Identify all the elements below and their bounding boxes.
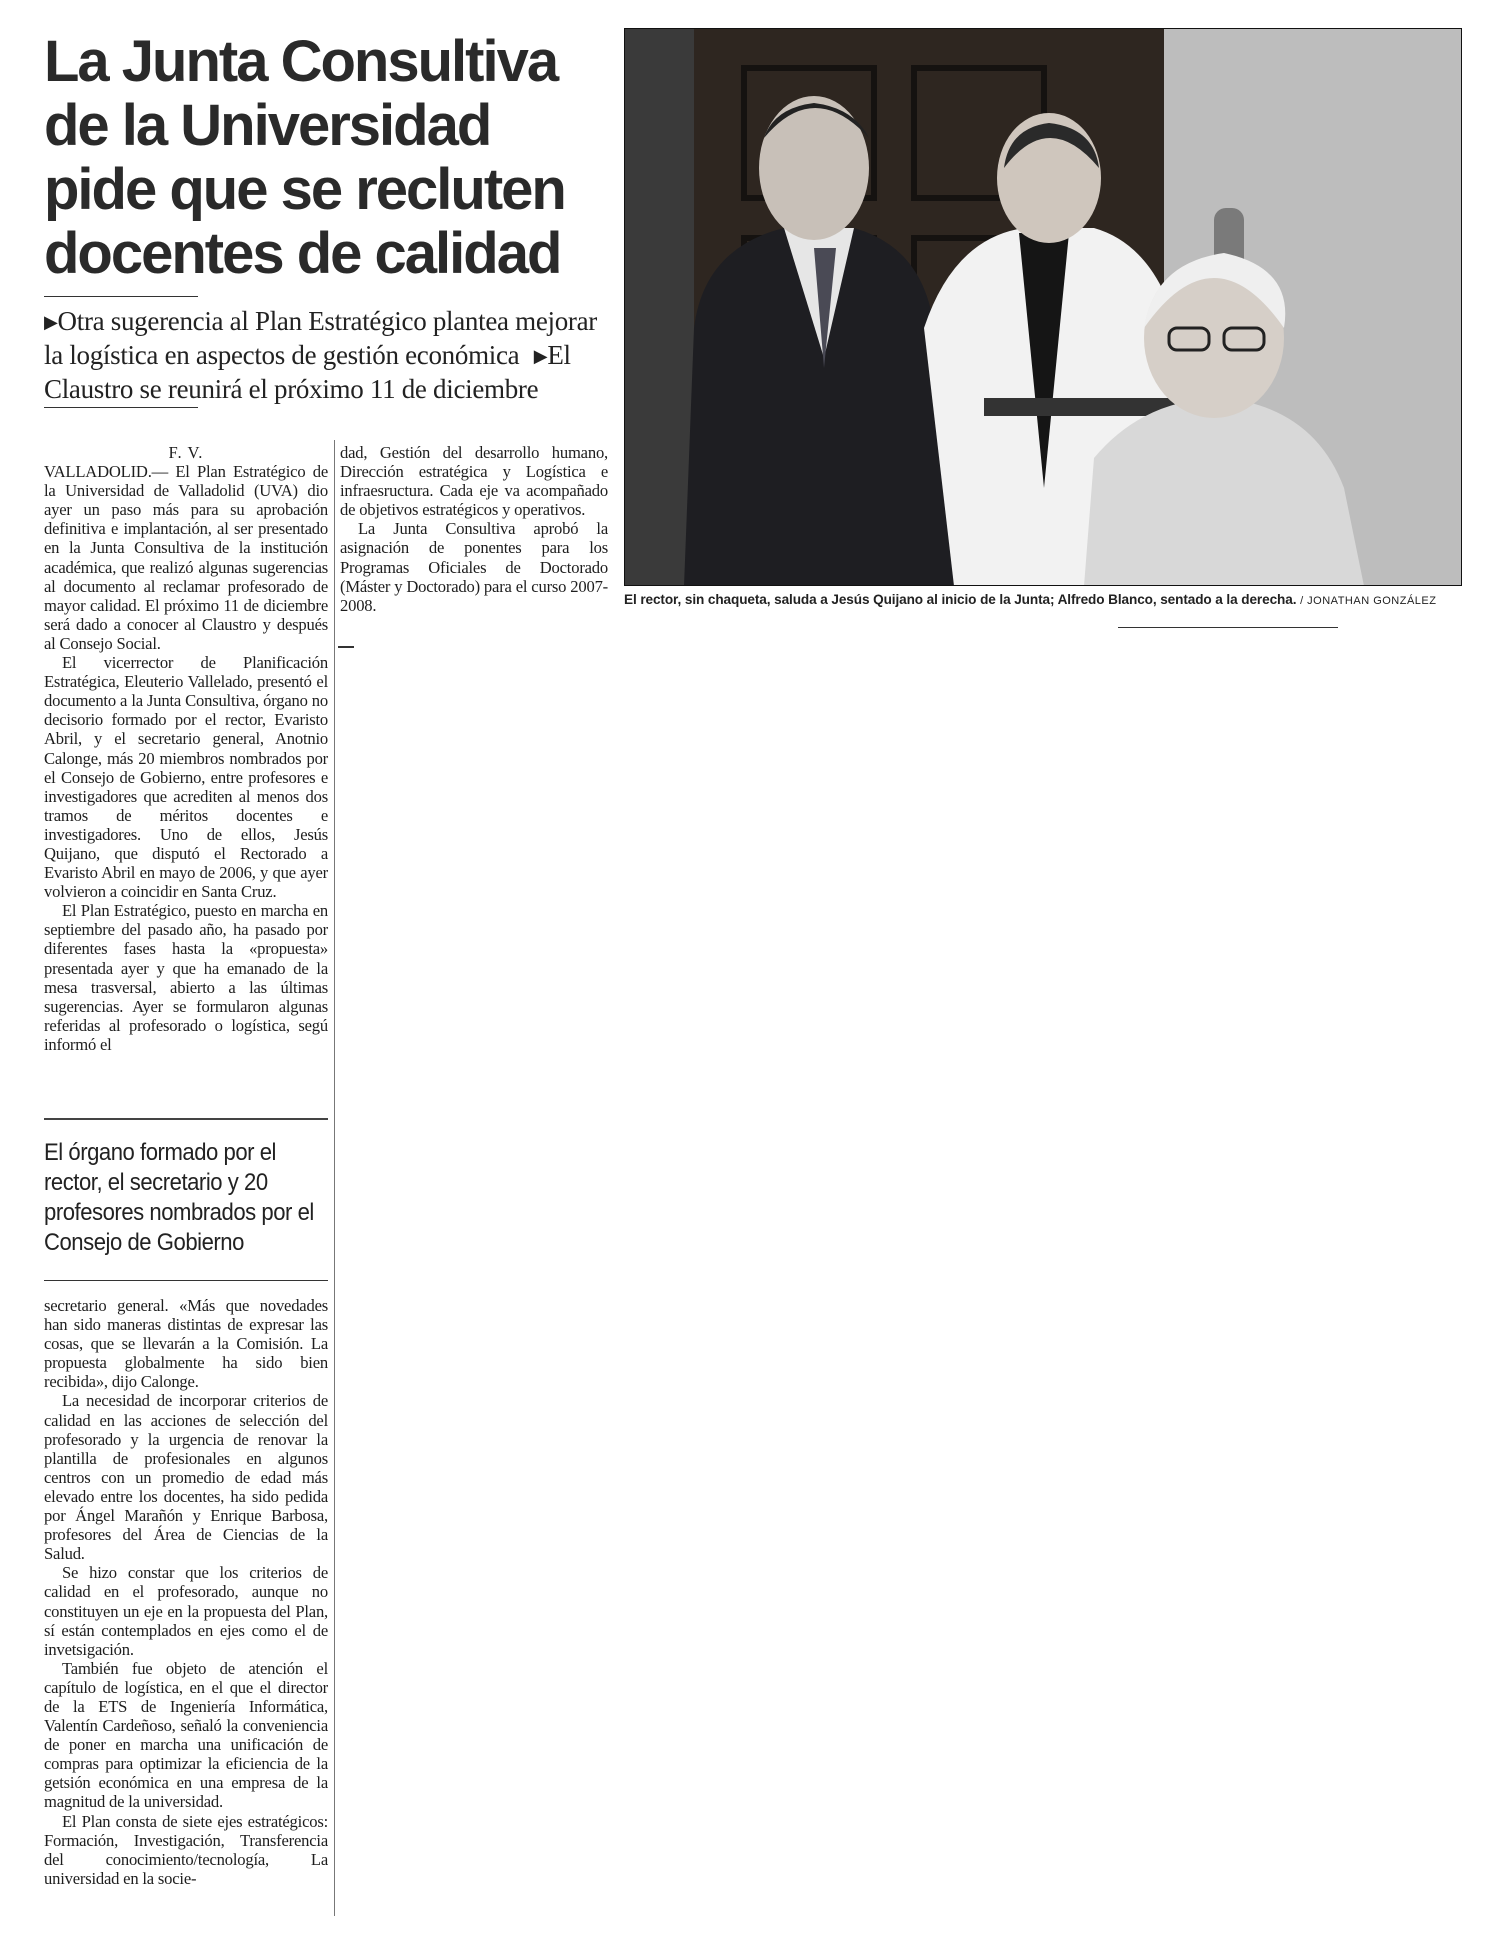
pull-quote: El órgano formado por el rector, el secretario y 20 profesores nombrados por el Consejo de Gobierno [44,1139,314,1256]
paragraph: También fue objeto de atención el capítulo de logística, en el que el director de la ETS de Ingeniería Informática, Valentín Cardeñoso, señaló la conveniencia de poner en marcha una unificación de compras para optimizar la eficiencia de la getsión económica en una empresa de la magnitud de la universidad. [44,1658,328,1812]
photo-credit: / JONATHAN GONZÁLEZ [1300,595,1437,607]
photo-caption [624,592,1494,607]
subhead-second: El Claustro se reunirá el próximo 11 de diciembre [44,340,571,404]
subhead-bottom-rule [44,407,198,408]
paragraph: El vicerrector de Planificación Estratégica, Eleuterio Vallelado, presentó el documento a la Junta Consultiva, órgano no decisorio formado por el rector, Evaristo Abril, y el secretario general, Anotnio Calonge, más 20 miembros nombrados por el Consejo de Gobierno, entre profesores e investigadores que acrediten al menos dos tramos de méritos docentes e investigadores. Uno de ellos, Jesús Quijano, que disputó el Rectorado a Evaristo Abril en mayo de 2006, y que ayer volvieron a coincidir en Santa Cruz. [44,653,328,902]
triangle-marker-icon: ▶ [533,346,548,367]
triangle-marker-icon: ▶ [44,312,58,333]
pullquote-bottom-rule [44,1280,328,1281]
article-column-2 [340,443,608,615]
pullquote-top-rule [44,1118,328,1120]
caption-bottom-rule [1118,627,1338,628]
subhead-first: Otra sugerencia al Plan Estratégico plantea mejorar la logística en aspectos de gestión económica [44,306,597,370]
paragraph: El Plan Estratégico, puesto en marcha en septiembre del pasado año, ha pasado por diferentes fases hasta la «propuesta» presentada ayer y que ha emanado de la mesa trasversal, abierto a las últimas sugerencias. Ayer se formularon algunas referidas al profesorado o logística, segú informó el [44,901,328,1054]
subhead [44,305,604,405]
paragraph: La necesidad de incorporar criterios de calidad en las acciones de selección del profesorado y la urgencia de renovar la plantilla de profesionales en algunos centros con un promedio de edad más elevado entre los docentes, ha sido pedida por Ángel Marañón y Enrique Barbosa, profesores del Área de Ciencias de la Salud. [44,1391,328,1564]
article-column-1-continued [44,1296,328,1888]
photo-illustration [624,28,1462,586]
column-end-rule [338,646,354,648]
paragraph: secretario general. «Más que novedades han sido maneras distintas de expresar las cosas, que se llevarán a la Comisión. La propuesta globalmente ha sido bien recibida», dijo Calonge. [44,1296,328,1392]
paragraph: dad, Gestión del desarrollo humano, Dirección estratégica y Logística e infraesructura. Cada eje va acompañado de objetivos estratégicos y operativos. [340,443,608,520]
headline: La Junta Consultiva de la Universidad pide que se recluten docentes de calidad [44,29,565,286]
paragraph: La Junta Consultiva aprobó la asignación de ponentes para los Programas Oficiales de Doctorado (Máster y Doctorado) para el curso 2007-2008. [340,519,608,615]
paragraph: Se hizo constar que los criterios de calidad en el profesorado, aunque no constituyen un eje en la propuesta del Plan, sí están contemplados en ejes como el de invetsigación. [44,1563,328,1659]
news-photo [624,28,1462,586]
paragraph: El Plan consta de siete ejes estratégicos: Formación, Investigación, Transferencia del conocimiento/tecnología, La universidad en la socie- [44,1811,328,1888]
paragraph: VALLADOLID.— El Plan Estratégico de la Universidad de Valladolid (UVA) dio ayer un paso más para su aprobación definitiva e implantación, al ser presentado en la Junta Consultiva de la institución académica, que realizó algunas sugerencias al documento al reclamar profesorado de mayor calidad. El próximo 11 de diciembre será dado a conocer al Claustro y después al Consejo Social. [44,462,328,653]
byline: F. V. [168,443,204,462]
article-column-1 [44,443,328,1054]
subhead-top-rule [44,296,198,297]
column-divider [334,440,335,1916]
caption-text: El rector, sin chaqueta, saluda a Jesús Quijano al inicio de la Junta; Alfredo Blanco, sentado a la derecha. [624,592,1297,607]
